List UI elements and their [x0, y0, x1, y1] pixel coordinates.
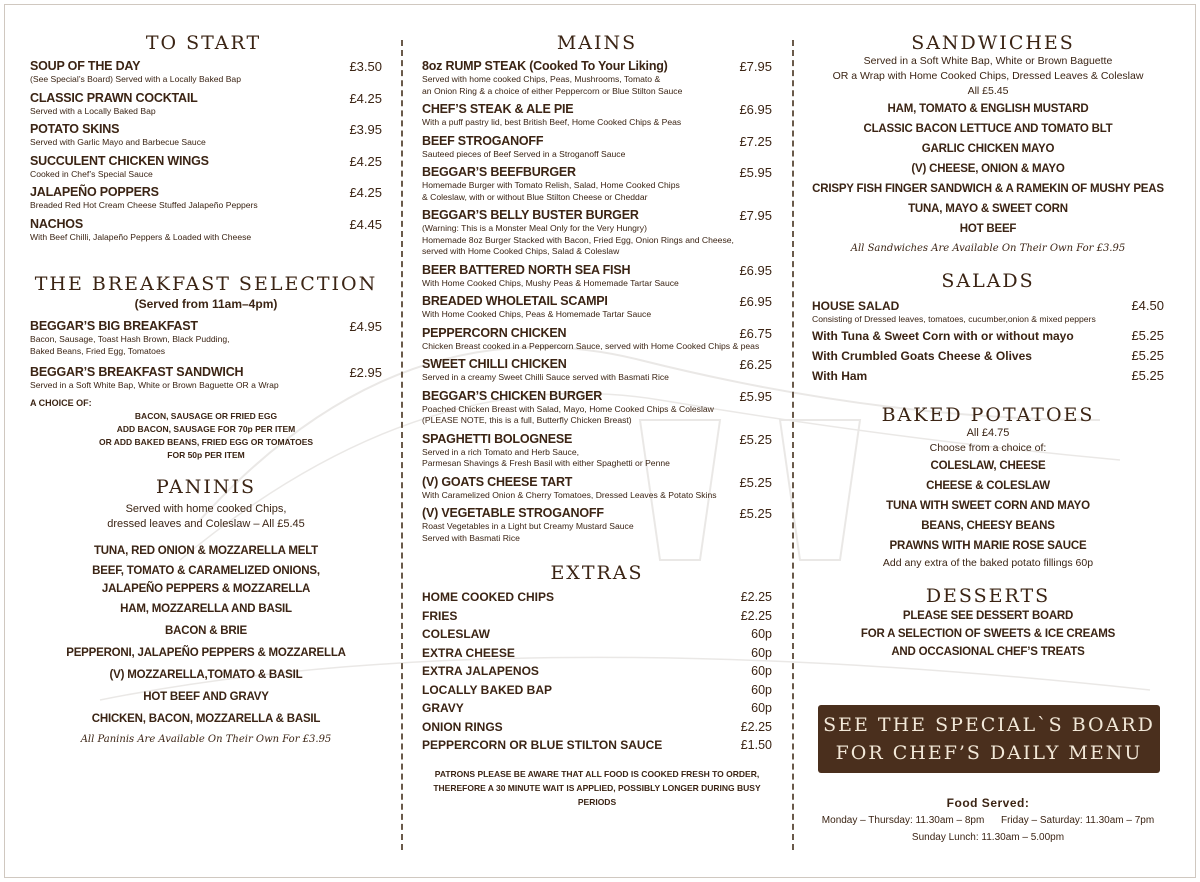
extras-item-name: COLESLAW	[422, 627, 490, 641]
menu-item-name: (V) GOATS CHEESE TART	[422, 474, 573, 489]
house-salad-name: HOUSE SALAD	[812, 299, 900, 313]
desserts-heading: DESSERTS	[925, 584, 1051, 607]
sandwiches-list	[812, 99, 1164, 239]
menu-item	[30, 59, 382, 86]
menu-item-desc: Served with home cooked Chips, Peas, Mushrooms, Tomato &	[422, 74, 661, 84]
choice-label: A CHOICE OF:	[30, 397, 92, 408]
house-salad-row	[812, 298, 1164, 314]
menu-item-desc: Sauteed pieces of Beef Served in a Stroganoff Sauce	[422, 148, 626, 159]
menu-item-price: £5.25	[739, 474, 772, 490]
salad-item-price: £5.25	[1131, 367, 1164, 383]
to-start-list	[30, 59, 382, 243]
menu-item-row	[422, 432, 772, 447]
menu-item-price: £5.95	[739, 165, 772, 180]
potatoes-intro: Choose from a choice of:	[929, 441, 1047, 454]
panini-item: JALAPEÑO PEPPERS & MOZZARELLA	[101, 582, 311, 595]
extras-item-price: 60p	[751, 701, 772, 715]
menu-item	[422, 475, 772, 502]
potatoes-extra: Add any extra of the baked potato fillings 60p	[882, 556, 1094, 569]
extras-item	[422, 681, 772, 700]
menu-item	[422, 263, 772, 290]
menu-item-desc: Breaded Red Hot Cream Cheese Stuffed Jalapeño Peppers	[30, 200, 258, 210]
menu-item-name: BREADED WHOLETAIL SCAMPI	[422, 294, 608, 308]
menu-item-name: BEGGAR’S BIG BREAKFAST	[30, 319, 198, 333]
menu-item-price: £3.95	[349, 122, 382, 137]
menu-item-row	[422, 326, 772, 341]
menu-item	[422, 389, 772, 427]
sandwiches-intro-2: OR a Wrap with Home Cooked Chips, Dressed Leaves & Coleslaw	[832, 70, 1144, 82]
paninis-note: All Paninis Are Available On Their Own For £3.95	[80, 733, 332, 745]
extras-item-price: £2.25	[740, 608, 772, 623]
extras-item-price: 60p	[751, 645, 772, 660]
potato-item: CHEESE & COLESLAW	[926, 479, 1050, 492]
breakfast-option: OR ADD BAKED BEANS, FRIED EGG OR TOMATOES	[98, 436, 314, 447]
specials-board-banner	[818, 705, 1160, 773]
menu-item-row	[422, 506, 772, 521]
menu-item	[30, 319, 382, 357]
panini-item: BACON & BRIE	[165, 624, 247, 637]
paninis-intro-2: dressed leaves and Coleslaw – All £5.45	[107, 517, 305, 530]
menu-item-name: BEEF STROGANOFF	[422, 133, 544, 148]
board-line-2: FOR CHEF’S DAILY MENU	[835, 742, 1143, 764]
menu-item-desc: Homemade 8oz Burger Stacked with Bacon, Fried Egg, Onion Rings and Cheese,	[422, 234, 734, 245]
sandwich-item: TUNA, MAYO & SWEET CORN	[908, 203, 1068, 215]
menu-item-row	[422, 357, 772, 372]
extras-item-name: EXTRA JALAPENOS	[422, 664, 539, 678]
menu-item-row	[422, 294, 772, 309]
menu-item-row	[422, 263, 772, 278]
menu-item-name: BEER BATTERED NORTH SEA FISH	[422, 262, 631, 277]
menu-item-price: £4.45	[349, 216, 382, 232]
extras-item-name: ONION RINGS	[422, 719, 503, 734]
food-served-line-2: Sunday Lunch: 11.30am – 5.00pm	[911, 832, 1065, 843]
sandwich-item: HAM, TOMATO & ENGLISH MUSTARD	[887, 103, 1089, 115]
menu-item-name: JALAPEÑO POPPERS	[30, 185, 159, 199]
menu-item-desc: Cooked in Chef’s Special Sauce	[30, 168, 153, 179]
extras-item-name: GRAVY	[422, 701, 464, 715]
panini-item: CHICKEN, BACON, MOZZARELLA & BASIL	[91, 712, 321, 725]
menu-item	[30, 217, 382, 244]
dessert-line: AND OCCASIONAL CHEF’S TREATS	[891, 645, 1085, 658]
menu-item	[422, 59, 772, 97]
potato-item: TUNA WITH SWEET CORN AND MAYO	[886, 499, 1090, 512]
baked-potatoes-heading: BAKED POTATOES	[881, 403, 1095, 426]
column-divider-1	[401, 40, 403, 850]
menu-item-price: £4.25	[349, 153, 382, 169]
menu-item-desc: Bacon, Sausage, Toast Hash Brown, Black Pudding,	[30, 334, 230, 344]
paninis-list	[30, 540, 382, 730]
menu-item-row	[30, 185, 382, 200]
potato-item: BEANS, CHEESY BEANS	[921, 519, 1055, 532]
menu-item-desc: Served with Garlic Mayo and Barbecue Sauce	[30, 137, 206, 147]
menu-item-price: £4.95	[349, 319, 382, 334]
menu-item-name: SOUP OF THE DAY	[30, 59, 141, 73]
extras-item	[422, 699, 772, 718]
menu-item-row	[422, 475, 772, 490]
menu-item-name: SPAGHETTI BOLOGNESE	[422, 431, 573, 446]
breakfast-option: BACON, SAUSAGE OR FRIED EGG	[134, 410, 278, 421]
menu-item-desc: Homemade Burger with Tomato Relish, Salad, Home Cooked Chips	[422, 180, 680, 190]
menu-item-price: £6.95	[739, 262, 772, 278]
menu-item-desc: (See Special’s Board) Served with a Locally Baked Bap	[30, 74, 241, 84]
column-left	[30, 32, 382, 745]
extras-heading: EXTRAS	[550, 562, 644, 584]
column-middle	[422, 32, 772, 809]
menu-item-name: BEGGAR’S BELLY BUSTER BURGER	[422, 208, 639, 222]
menu-item	[30, 365, 382, 392]
sandwich-item: CLASSIC BACON LETTUCE AND TOMATO BLT	[863, 123, 1113, 135]
menu-item-row	[422, 208, 772, 223]
menu-item	[422, 208, 772, 258]
extras-item	[422, 644, 772, 663]
menu-item	[30, 185, 382, 212]
column-divider-2	[792, 40, 794, 850]
extras-item-name: LOCALLY BAKED BAP	[422, 682, 553, 697]
food-served-block	[812, 796, 1164, 846]
extras-item	[422, 607, 772, 626]
menu-item-desc: With Caramelized Onion & Cherry Tomatoes, Dressed Leaves & Potato Skins	[422, 489, 717, 500]
menu-item-desc: Parmesan Shavings & Fresh Basil with either Spaghetti or Penne	[422, 458, 670, 468]
menu-item-price: £6.95	[739, 102, 772, 117]
menu-item-desc: & Coleslaw, with or without Blue Stilton Cheese or Cheddar	[422, 191, 648, 202]
menu-item-price: £7.95	[739, 208, 772, 223]
salads-list	[812, 326, 1164, 386]
menu-item	[422, 326, 772, 353]
menu-item-name: SWEET CHILLI CHICKEN	[422, 357, 567, 371]
extras-item-name: PEPPERCORN OR BLUE STILTON SAUCE	[422, 738, 663, 752]
breakfast-option: FOR 50p PER ITEM	[167, 449, 245, 460]
salad-item-name: With Tuna & Sweet Corn with or without mayo	[812, 328, 1074, 343]
menu-item-desc: Baked Beans, Fried Egg, Tomatoes	[30, 345, 166, 356]
menu-item-price: £5.25	[739, 431, 772, 447]
menu-item-price: £6.75	[739, 325, 772, 341]
breakfast-subtitle: (Served from 11am–4pm)	[134, 297, 278, 311]
extras-item-price: £2.25	[740, 590, 772, 604]
menu-item	[422, 506, 772, 544]
menu-item-row	[30, 319, 382, 334]
extras-item-price: 60p	[751, 627, 772, 641]
menu-item-name: CHEF’S STEAK & ALE PIE	[422, 102, 574, 116]
menu-item-name: (V) VEGETABLE STROGANOFF	[422, 506, 604, 520]
menu-item-desc: (Warning: This is a Monster Meal Only for the Very Hungry)	[422, 223, 647, 233]
menu-item-desc: Roast Vegetables in a Light but Creamy Mustard Sauce	[422, 521, 634, 531]
menu-item	[422, 165, 772, 203]
extras-item-name: HOME COOKED CHIPS	[422, 590, 555, 604]
to-start-heading: TO START	[145, 32, 262, 54]
menu-item-desc: Served in a creamy Sweet Chilli Sauce served with Basmati Rice	[422, 372, 669, 382]
extras-item	[422, 736, 772, 755]
menu-item-name: NACHOS	[30, 216, 83, 231]
extras-item-name: FRIES	[422, 608, 458, 623]
menu-item-row	[30, 365, 382, 380]
notice-line-1: PATRONS PLEASE BE AWARE THAT ALL FOOD IS COOKED FRESH TO ORDER,	[434, 768, 760, 779]
menu-item-row	[30, 59, 382, 74]
menu-item-desc: Poached Chicken Breast with Salad, Mayo, Home Cooked Chips & Coleslaw	[422, 403, 714, 414]
menu-item-name: BEGGAR’S BEEFBURGER	[422, 165, 576, 179]
food-served-title: Food Served:	[946, 796, 1030, 810]
menu-item	[30, 122, 382, 149]
mains-list	[422, 59, 772, 544]
menu-item-desc: Served in a Soft White Bap, White or Brown Baguette OR a Wrap	[30, 380, 279, 390]
panini-item: PEPPERONI, JALAPEÑO PEPPERS & MOZZARELLA	[66, 646, 346, 659]
salad-item	[812, 346, 1164, 366]
panini-item: BEEF, TOMATO & CARAMELIZED ONIONS,	[92, 564, 320, 577]
extras-list	[422, 588, 772, 755]
menu-item-desc: Chicken Breast cooked in a Peppercorn Sauce, served with Home Cooked Chips & peas	[422, 340, 760, 351]
sandwich-item: CRISPY FISH FINGER SANDWICH & A RAMEKIN OF MUSHY PEAS	[812, 183, 1164, 195]
menu-item	[422, 294, 772, 321]
extras-item	[422, 588, 772, 607]
salads-heading: SALADS	[941, 270, 1035, 292]
menu-item-name: POTATO SKINS	[30, 122, 120, 136]
menu-item-row	[30, 122, 382, 137]
panini-item: TUNA, RED ONION & MOZZARELLA MELT	[93, 544, 319, 557]
menu-item-row	[30, 217, 382, 232]
menu-item-desc: Served with Basmati Rice	[422, 532, 520, 543]
sandwich-item: HOT BEEF	[959, 223, 1017, 235]
sandwiches-intro-3: All £5.45	[967, 85, 1009, 97]
panini-item: HAM, MOZZARELLA AND BASIL	[120, 602, 292, 615]
menu-item-desc: Served with a Locally Baked Bap	[30, 105, 156, 116]
menu-item-name: 8oz RUMP STEAK (Cooked To Your Liking)	[422, 59, 668, 73]
sandwich-item: GARLIC CHICKEN MAYO	[921, 143, 1055, 155]
salad-item-price: £5.25	[1131, 327, 1164, 343]
menu-item-desc: (PLEASE NOTE, this is a full, Butterfly Chicken Breast)	[422, 415, 632, 425]
notice-line-2: THEREFORE A 30 MINUTE WAIT IS APPLIED, POSSIBLY LONGER DURING BUSY PERIODS	[433, 782, 761, 807]
menu-item-name: BEGGAR’S CHICKEN BURGER	[422, 388, 603, 403]
menu-item	[422, 134, 772, 161]
menu-item-desc: With Home Cooked Chips, Mushy Peas & Homemade Tartar Sauce	[422, 277, 679, 288]
extras-item-price: 60p	[751, 682, 772, 697]
menu-item-price: £6.25	[739, 357, 772, 372]
menu-item-row	[422, 389, 772, 404]
extras-item	[422, 718, 772, 737]
salad-item-price: £5.25	[1131, 347, 1164, 363]
menu-item-row	[30, 154, 382, 169]
menu-item-price: £3.50	[349, 59, 382, 74]
sandwiches-note: All Sandwiches Are Available On Their Own For £3.95	[850, 243, 1126, 254]
house-salad-desc: Consisting of Dressed leaves, tomatoes, cucumber,onion & mixed peppers	[812, 314, 1096, 324]
menu-item-price: £5.25	[739, 506, 772, 521]
extras-item	[422, 625, 772, 644]
menu-item-price: £4.25	[349, 185, 382, 200]
breakfast-list	[30, 319, 382, 392]
dessert-line: FOR A SELECTION OF SWEETS & ICE CREAMS	[860, 627, 1116, 640]
dessert-line: PLEASE SEE DESSERT BOARD	[902, 609, 1074, 622]
menu-item-desc: With Home Cooked Chips, Peas & Homemade Tartar Sauce	[422, 309, 652, 319]
menu-item-row	[30, 91, 382, 106]
potatoes-list	[812, 456, 1164, 556]
menu-item-price: £2.95	[349, 365, 382, 380]
menu-item-row	[422, 59, 772, 74]
paninis-intro-1: Served with home cooked Chips,	[125, 502, 287, 515]
breakfast-heading: THE BREAKFAST SELECTION	[34, 273, 378, 295]
panini-item: (V) MOZZARELLA,TOMATO & BASIL	[109, 668, 303, 681]
panini-item: HOT BEEF AND GRAVY	[143, 690, 269, 703]
salad-item-name: With Ham	[812, 368, 868, 383]
potato-item: COLESLAW, CHEESE	[930, 459, 1046, 472]
menu-item-price: £6.95	[739, 294, 772, 309]
menu-item	[422, 102, 772, 129]
menu-item-name: SUCCULENT CHICKEN WINGS	[30, 153, 209, 168]
sandwiches-intro-1: Served in a Soft White Bap, White or Brown Baguette	[863, 55, 1113, 67]
menu-item-desc: Served in a rich Tomato and Herb Sauce,	[422, 446, 580, 457]
house-salad-price: £4.50	[1131, 298, 1164, 313]
menu-item-desc: With a puff pastry lid, best British Beef, Home Cooked Chips & Peas	[422, 117, 682, 127]
board-line-1: SEE THE SPECIAL`S BOARD	[823, 714, 1155, 736]
menu-item-desc: an Onion Ring & a choice of either Peppercorn or Blue Stilton Sauce	[422, 85, 683, 96]
food-served-line-1: Monday – Thursday: 11.30am – 8pm Friday – Saturday: 11.30am – 7pm	[821, 815, 1155, 826]
extras-item	[422, 662, 772, 681]
menu-item-row	[422, 102, 772, 117]
salad-item-name: With Crumbled Goats Cheese & Olives	[812, 348, 1032, 363]
menu-item	[422, 432, 772, 470]
column-right	[812, 32, 1164, 661]
menu-item-name: CLASSIC PRAWN COCKTAIL	[30, 90, 198, 105]
menu-item-name: PEPPERCORN CHICKEN	[422, 325, 567, 340]
menu-item-desc: served with Home Cooked Chips, Salad & Coleslaw	[422, 246, 620, 256]
potato-item: PRAWNS WITH MARIE ROSE SAUCE	[889, 539, 1087, 552]
salad-item	[812, 366, 1164, 386]
menu-item-price: £4.25	[349, 90, 382, 106]
extras-item-price: 60p	[751, 664, 772, 678]
menu-item-row	[422, 165, 772, 180]
menu-item-name: BEGGAR’S BREAKFAST SANDWICH	[30, 365, 244, 379]
mains-heading: MAINS	[556, 32, 638, 54]
potatoes-price: All £4.75	[966, 426, 1010, 439]
menu-item-desc: With Beef Chilli, Jalapeño Peppers & Loaded with Cheese	[30, 231, 252, 242]
desserts-list	[812, 607, 1164, 661]
extras-item-price: £1.50	[740, 738, 772, 752]
menu-item-row	[422, 134, 772, 149]
menu-item	[422, 357, 772, 384]
menu-item	[30, 91, 382, 118]
sandwich-item: (V) CHEESE, ONION & MAYO	[911, 163, 1065, 175]
extras-item-price: £2.25	[740, 719, 772, 734]
sandwiches-heading: SANDWICHES	[911, 32, 1075, 54]
paninis-heading: PANINIS	[155, 475, 257, 498]
menu-item-price: £7.95	[739, 59, 772, 74]
extras-item-name: EXTRA CHEESE	[422, 645, 515, 660]
breakfast-options	[30, 410, 382, 462]
menu-item-price: £7.25	[739, 133, 772, 149]
breakfast-option: ADD BACON, SAUSAGE FOR 70p PER ITEM	[116, 423, 296, 434]
salad-item	[812, 326, 1164, 346]
menu-item-price: £5.95	[739, 388, 772, 404]
menu-item	[30, 154, 382, 181]
